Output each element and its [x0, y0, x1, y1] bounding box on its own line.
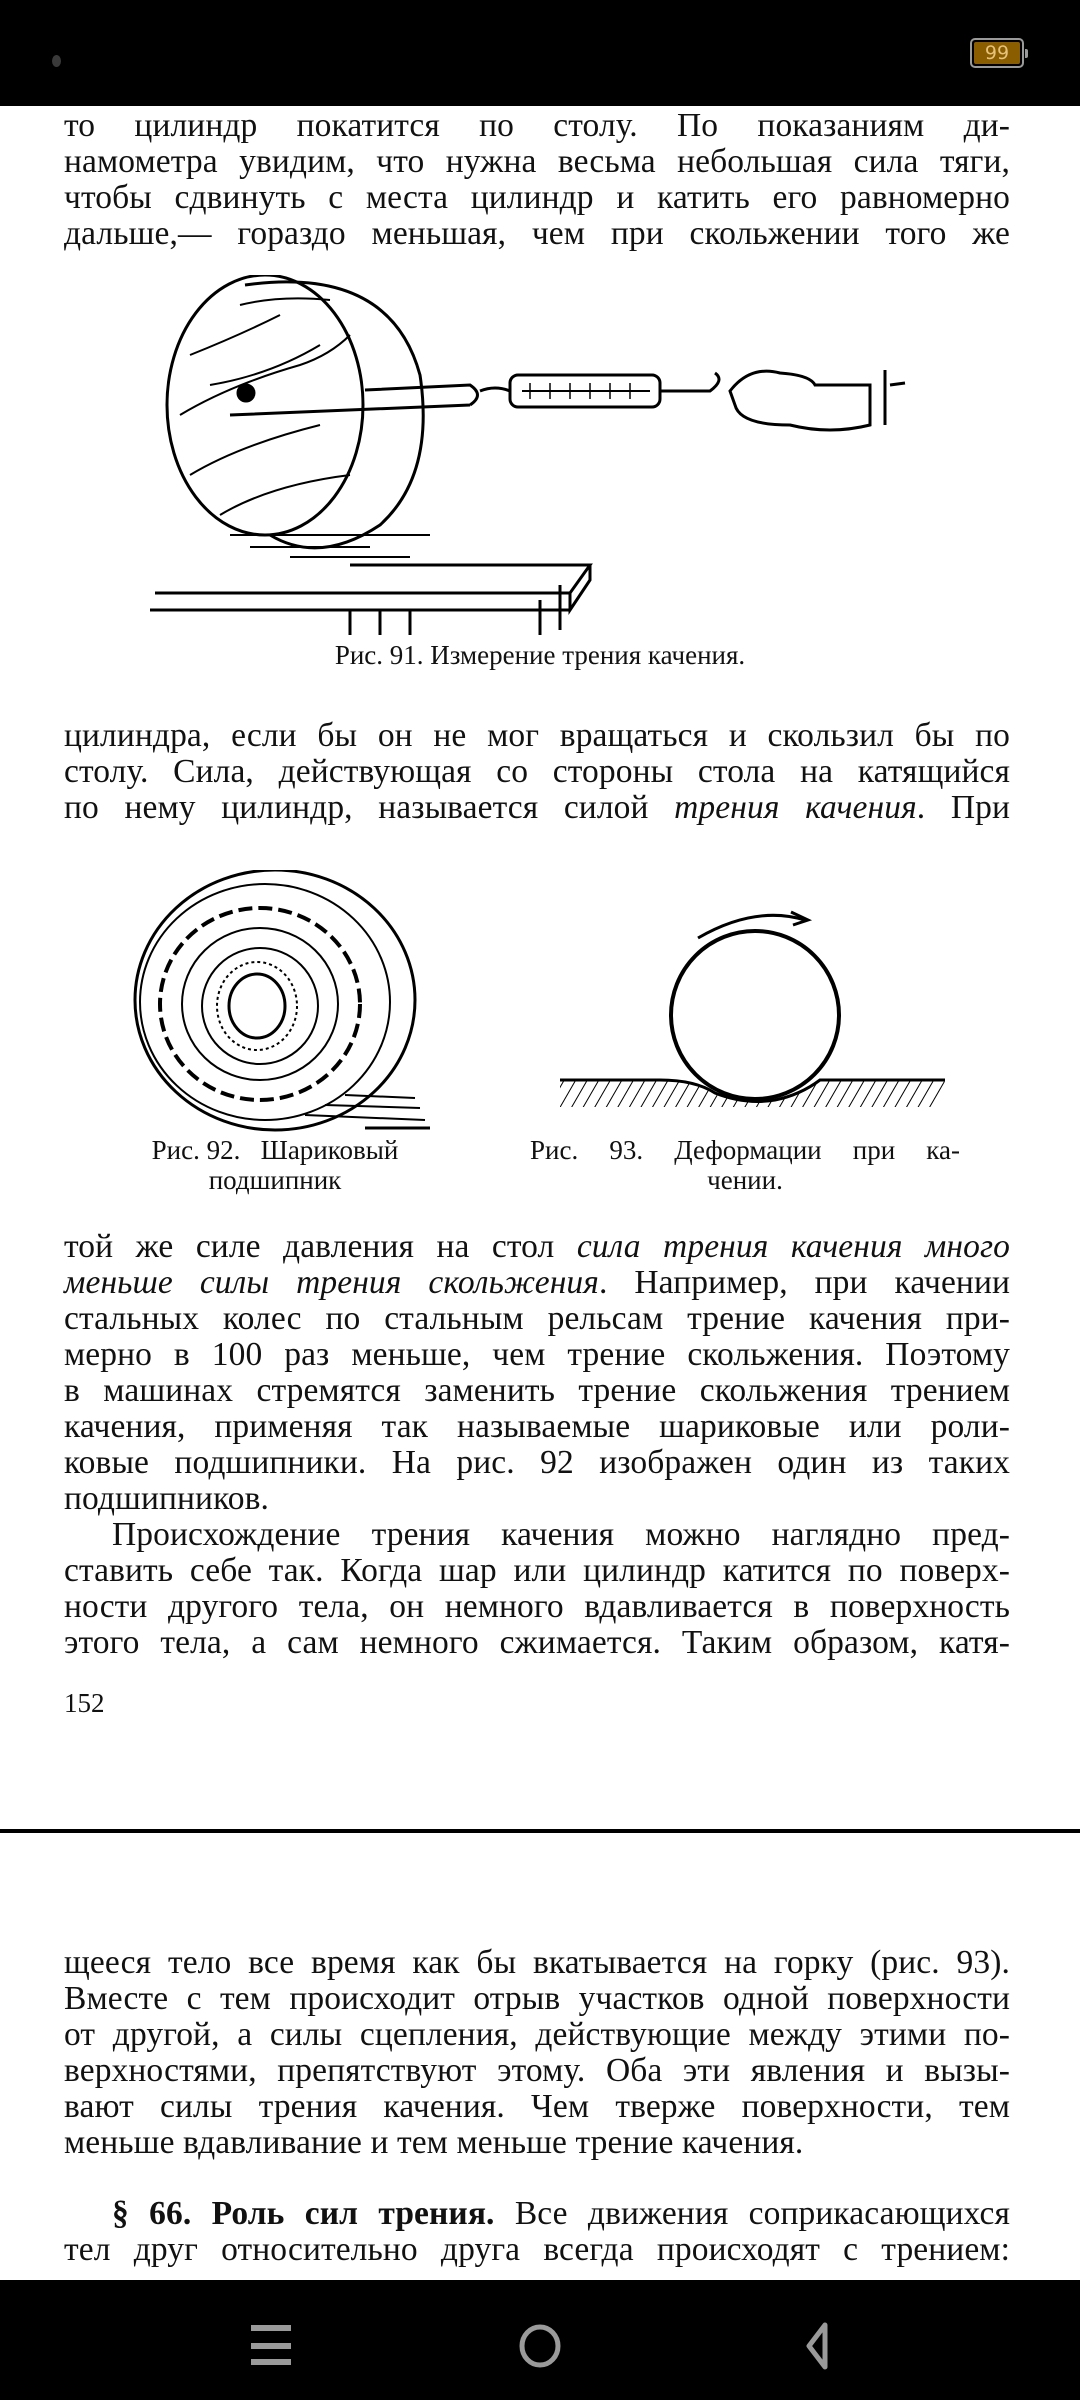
cylinder-dynamometer-illustration — [150, 275, 930, 635]
text-segment: по нему цилиндр, называется силой — [64, 789, 675, 826]
text-line: меньше вдавливание и тем меньше трение качения. — [64, 2124, 804, 2161]
menu-button[interactable] — [236, 2310, 306, 2370]
text-line: мерно в 100 раз меньше, чем трение скольжения. Поэтому — [64, 1336, 1010, 1373]
text-line: дальше,— гораздо меньшая, чем при скольжении того же — [64, 215, 1010, 252]
text-line: тел друг относительно друга всегда происходят с трением: — [64, 2231, 1010, 2268]
text-line: цилиндра, если бы он не мог вращаться и скользил бы по — [64, 717, 1010, 754]
text-line: Происхождение трения качения можно наглядно пред- — [112, 1516, 1010, 1553]
menu-icon — [236, 2310, 306, 2370]
ball-bearing-illustration — [125, 870, 435, 1135]
text-line: качения, применяя так называемые шариковые или роли- — [64, 1408, 1010, 1445]
navigation-bar — [0, 2280, 1080, 2400]
page-number: 152 — [64, 1688, 105, 1718]
notification-dot-icon — [52, 55, 61, 67]
home-button[interactable] — [505, 2310, 575, 2370]
figure-92-caption-line1: Рис. 92. Шариковый — [151, 1135, 399, 1165]
text-line: ности другого тела, он немного вдавливается в поверхность — [64, 1588, 1010, 1625]
text-line: подшипников. — [64, 1480, 269, 1517]
text-line: ставить себе так. Когда шар или цилиндр катится по поверх- — [64, 1552, 1010, 1589]
text-line: чтобы сдвинуть с места цилиндр и катить его равномерно — [64, 179, 1010, 216]
rotation-arrow — [698, 915, 805, 938]
text-line — [64, 790, 1010, 826]
figure-91-caption: Рис. 91. Измерение трения качения. — [334, 640, 746, 670]
section-heading: § 66. Роль сил трения. — [112, 2195, 495, 2232]
back-button[interactable] — [775, 2310, 845, 2370]
figure-93-caption-line2: чении. — [707, 1165, 783, 1195]
text-line: этого тела, а сам немного сжимается. Таким образом, катя- — [64, 1624, 1010, 1661]
status-bar — [0, 0, 1080, 106]
figure-91 — [150, 275, 930, 635]
text-line: щееся тело все время как бы вкатывается на горку (рис. 93). — [64, 1944, 1010, 1981]
text-segment: . При — [916, 789, 1011, 826]
text-line: ковые подшипники. На рис. 92 изображен один из таких — [64, 1444, 1010, 1481]
battery-icon — [970, 38, 1024, 68]
rolling-deformation-diagram — [555, 895, 955, 1120]
text-line — [64, 1229, 1010, 1265]
text-line: стальных колес по стальным рельсам трение качения при- — [64, 1300, 1010, 1337]
text-line — [64, 1265, 1010, 1301]
back-icon — [775, 2310, 845, 2370]
figure-93-caption-line1: Рис. 93. Деформации при ка- — [530, 1135, 960, 1165]
text-line: в машинах стремятся заменить трение скольжения трением — [64, 1372, 1010, 1409]
text-line: вают силы трения качения. Чем тверже поверхности, тем — [64, 2088, 1010, 2125]
text-line: столу. Сила, действующая со стороны стола на катящийся — [64, 753, 1010, 790]
figure-93 — [555, 895, 955, 1120]
deformed-surface — [560, 1080, 945, 1107]
text-segment: Все движения соприкасающихся — [494, 2195, 1010, 2232]
battery-level: 99 — [974, 42, 1020, 64]
home-icon — [505, 2310, 575, 2370]
italic-phrase: сила трения качения много — [576, 1228, 1010, 1265]
section-heading-line — [64, 2196, 1010, 2232]
page-divider — [0, 1829, 1080, 1833]
text-line: Вместе с тем происходит отрыв участков одной поверхности — [64, 1980, 1010, 2017]
figure-92-caption — [120, 1135, 430, 1195]
italic-phrase: меньше силы трения скольжения — [64, 1264, 599, 1301]
rolling-ball — [671, 931, 839, 1099]
battery-tip — [1025, 49, 1028, 58]
text-segment: той же силе давления на стол — [64, 1228, 577, 1265]
figure-92-caption-line2: подшипник — [208, 1165, 342, 1195]
figure-92 — [125, 870, 435, 1135]
text-line: намометра увидим, что нужна весьма небольшая сила тяги, — [64, 143, 1010, 180]
text-line: верхностями, препятствуют этому. Оба эти явления и вызы- — [64, 2052, 1010, 2089]
text-segment: . Например, при качении — [598, 1264, 1010, 1301]
figure-93-caption — [530, 1135, 960, 1195]
italic-term: трения качения — [674, 789, 917, 826]
text-line: от другой, а силы сцепления, действующие между этими по- — [64, 2016, 1010, 2053]
text-line: то цилиндр покатится по столу. По показаниям ди- — [64, 107, 1010, 144]
